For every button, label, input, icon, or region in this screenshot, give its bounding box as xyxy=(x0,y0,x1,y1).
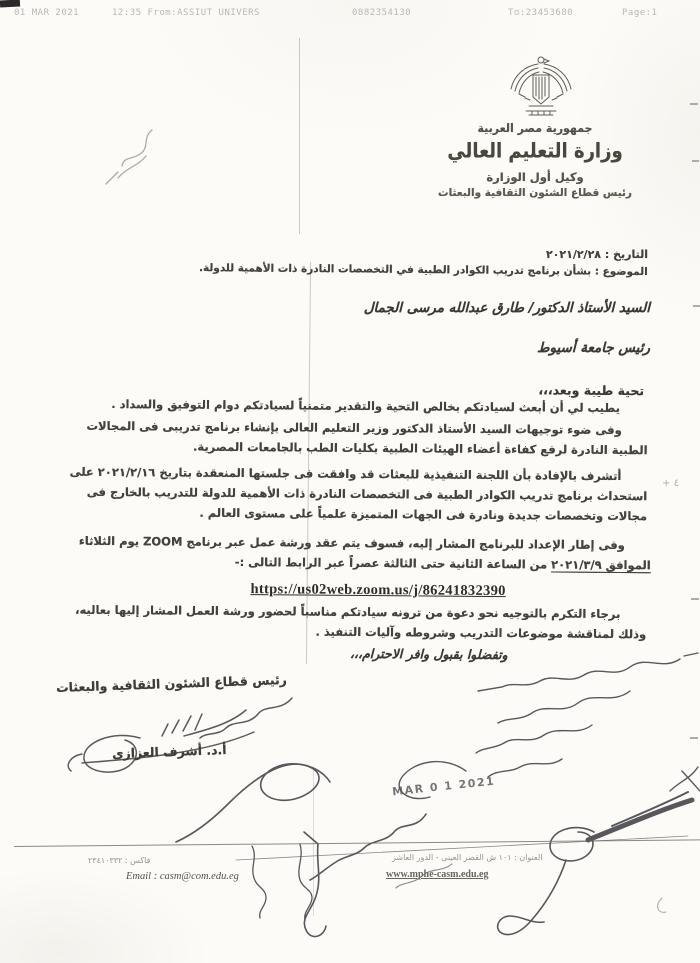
zoom-meeting-link: https://us02web.zoom.us/j/86241832390 xyxy=(250,581,506,600)
greeting: تحية طيبة وبعد،،، xyxy=(538,382,645,399)
footer-website: www.mphe-casm.edu.eg xyxy=(386,869,489,880)
fax-header-from: 12:35 From:ASSIUT UNIVERS xyxy=(112,8,260,18)
letterhead-country: جمهورية مصر العربية xyxy=(477,121,593,136)
bottom-signature-scribbles xyxy=(0,748,700,948)
paragraph-4-tail: من الساعة الثانية حتى الثالثة عصراً عبر الرابط التالى :- xyxy=(234,554,552,572)
fax-header-page: Page:1 xyxy=(622,8,658,18)
letterhead-sector: رئيس قطاع الشئون الثقافية والبعثات xyxy=(438,187,632,199)
fax-header-number: 0882354130 xyxy=(352,8,412,18)
margin-note: + ٤ xyxy=(662,478,679,489)
date-line: التاريخ : ٢٠٢١/٢/٢٨ xyxy=(545,248,648,261)
paragraph-4 xyxy=(43,530,651,575)
addressee-title: رئيس جامعة أسيوط xyxy=(537,340,650,356)
signature-name: أ.د. أشرف العزازى xyxy=(111,742,227,761)
footer-email: Email : casm@com.edu.eg xyxy=(126,871,239,882)
addressee-name: السيد الأستاذ الدكتور/ طارق عبدالله مرسى الجمال xyxy=(363,300,650,316)
meeting-date-underlined: الموافق ٢٠٢١/٣/٩ xyxy=(551,557,651,573)
paragraph-2: وفى ضوء توجيهات السيد الأستاذ الدكتور وزير التعليم العالى بإنشاء برنامج تدريبى فى المجالات الطبية النادرة لرفع كفاءة أعضاء الهيئات الطبية بكليات الطب بالجامعات المصرية. xyxy=(86,418,648,458)
date-stamp: MAR 0 1 2021 xyxy=(391,774,496,799)
footer-address: العنوان : ١٠١ ش القصر العينى - الدور العاشر xyxy=(392,853,543,862)
footer-fax-number: فاكس : ٢٣٤١٠٣٣٢ xyxy=(88,856,151,865)
letterhead-ministry: وزارة التعليم العالي xyxy=(447,139,623,164)
fax-header-to: To:23453680 xyxy=(508,8,574,18)
paragraph-3: أتشرف بالإفادة بأن اللجنة التنفيذية للبعثات قد وافقت فى جلستها المنعقدة بتاريخ ٢٠٢١/٢/١٦ على استحداث برنامج تدريب الكوادر الطبية فى التخصصات النادرة ذات الأهمية للدولة للتدريب بالخارج فى مجالات وتخصصات جديدة ونادرة فى الجهات المتميزة علمياً على مستوى العالم . xyxy=(69,464,648,524)
closing-phrase: وتفضلوا بقبول وافر الاحترام،،، xyxy=(349,645,508,663)
letterhead-deputy: وكيل أول الوزارة xyxy=(486,170,584,184)
signature-title: رئيس قطاع الشئون الثقافية والبعثات xyxy=(55,671,288,696)
paragraph-1: يطيب لي أن أبعث لسيادتكم بخالص التحية والتقدير متمنياً لسيادتكم دوام التوفيق والسداد . xyxy=(111,397,620,415)
paragraph-5: برجاء التكرم بالتوجيه نحو دعوة من ترونه سيادتكم مناسباً لحضور ورشة العمل المشار إليها بعاليه، وذلك لمناقشة موضوعات التدريب وشروطه وآليات التنفيذ . xyxy=(75,602,647,642)
subject-line: الموضوع : بشأن برنامج تدريب الكوادر الطبية في التخصصات النادرة ذات الأهمية للدولة. xyxy=(199,262,649,278)
paragraph-4-text: وفى إطار الإعداد للبرنامج المشار إليه، فسوف يتم عقد ورشة عمل عبر برنامج ZOOM يوم الثلاثاء xyxy=(78,533,625,553)
fax-header-date: 01 MAR 2021 xyxy=(14,8,80,18)
